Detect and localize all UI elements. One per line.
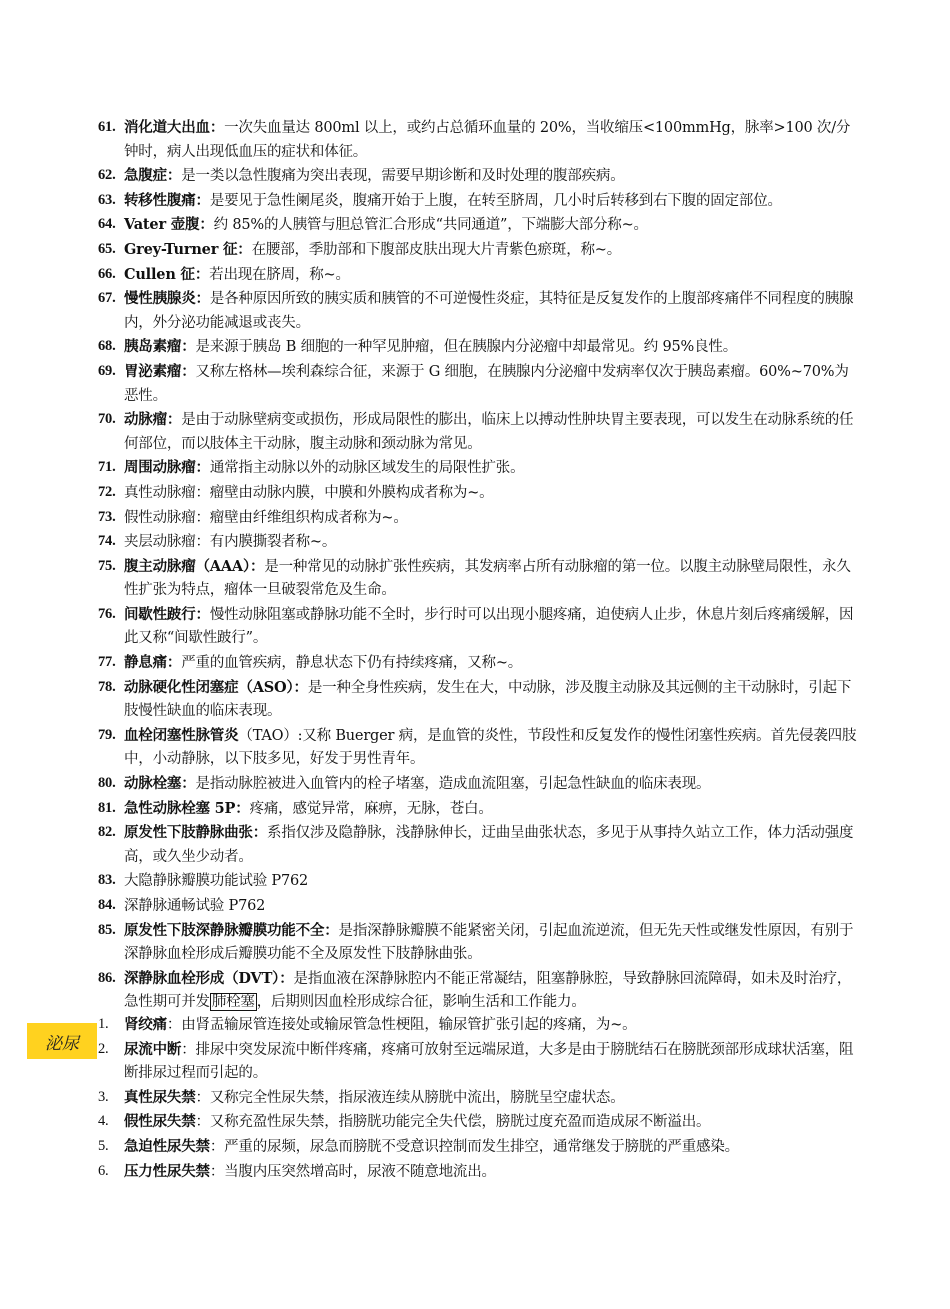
section-tag-urology: [27, 1023, 97, 1059]
entry-number: 3.: [98, 1088, 109, 1105]
entry-term: 血栓闭塞性脉管炎: [124, 726, 239, 744]
entry-number: 82.: [98, 824, 116, 841]
entry-term: Grey-Turner 征: [124, 240, 238, 258]
entry-term: 动脉瘤: [124, 411, 167, 429]
entry-definition: 是指血液在深静脉腔内不能正常凝结，阻塞静脉腔，导致静脉回流障碍，如未及时治疗，急性期可并发: [124, 970, 852, 1011]
entry-number: 78.: [98, 678, 116, 695]
entry-definition: 疼痛，感觉异常，麻痹，无脉，苍白。: [249, 800, 493, 817]
entry-term: 消化道大出血: [124, 119, 210, 136]
glossary-entry: [98, 530, 858, 555]
glossary-entry: [98, 116, 858, 164]
entry-term: 静息痛: [124, 654, 167, 672]
glossary-entry: [98, 1038, 858, 1086]
entry-number: 64.: [98, 216, 116, 233]
entry-term: 假性尿失禁: [124, 1113, 196, 1131]
entry-number: 1.: [98, 1016, 109, 1032]
glossary-entry: [98, 263, 858, 288]
entry-definition: 严重的血管疾病，静息状态下仍有持续疼痛，又称~。: [181, 655, 523, 672]
entry-term: 转移性腹痛: [124, 191, 196, 209]
entry-term: 原发性下肢静脉曲张: [124, 824, 253, 842]
entry-term: 真性尿失禁: [124, 1088, 196, 1106]
entry-definition: 又称完全性尿失禁，指尿液连续从膀胱中流出，膀胱呈空虚状态。: [209, 1089, 625, 1106]
glossary-entry: [98, 1110, 858, 1135]
entry-term: 急迫性尿失禁: [124, 1137, 210, 1155]
entry-number: 71.: [98, 459, 116, 476]
entry-number: 61.: [98, 119, 116, 135]
entry-number: 72.: [98, 483, 116, 500]
entry-number: 6.: [98, 1162, 109, 1179]
entry-number: 68.: [98, 338, 116, 355]
glossary-entry: [98, 555, 858, 603]
glossary-entry: [98, 456, 858, 481]
entry-term: 急性动脉栓塞 5P: [124, 799, 236, 817]
entry-number: 66.: [98, 265, 116, 282]
entry-definition: 系指仅涉及隐静脉，浅静脉伸长，迂曲呈曲张状态，多见于从事持久站立工作，体力活动强度高，或久坐少动者。: [124, 825, 854, 865]
entry-term: 动脉硬化性闭塞症（ASO）: [124, 678, 294, 696]
entry-number: 74.: [98, 533, 116, 550]
entry-definition: 当腹内压突然增高时，尿液不随意地流出。: [224, 1163, 496, 1180]
entry-separator: ：: [195, 290, 210, 308]
glossary-entry: [98, 408, 858, 456]
entry-definition: 深静脉通畅试验 P762: [124, 898, 266, 914]
glossary-entry: [98, 869, 858, 894]
entry-definition: 是各种原因所致的胰实质和胰管的不可逆慢性炎症，其特征是反复发作的上腹部疼痛伴不同程度的胰腺内，外分泌功能减退或丧失。: [124, 291, 854, 331]
entry-separator: ：: [194, 265, 210, 283]
glossary-entry: [98, 1013, 858, 1038]
entry-number: 80.: [98, 775, 116, 792]
entry-definition: 约 85%的人胰管与胆总管汇合形成“共同通道”，下端膨大部分称~。: [213, 217, 648, 234]
entry-number: 85.: [98, 921, 116, 938]
entry-number: 62.: [98, 167, 116, 184]
glossary-entry: [98, 603, 858, 651]
entry-separator: ：: [181, 362, 196, 380]
entry-definition-continued: ，后期则因血栓形成综合征，影响生活和工作能力。: [256, 994, 586, 1011]
entry-number: 75.: [98, 557, 116, 574]
entry-definition: 若出现在脐周，称~。: [209, 266, 350, 283]
entry-term: 周围动脉瘤: [124, 459, 196, 477]
glossary-entry: [98, 213, 858, 238]
entry-number: 4.: [98, 1113, 109, 1130]
entry-number: 81.: [98, 799, 116, 816]
entry-definition: 一次失血量达 800ml 以上，或约占总循环血量的 20%，当收缩压<100mmHg，脉率>100 次/分钟时，病人出现低血压的症状和体征。: [124, 120, 851, 160]
entry-separator: ：: [237, 240, 252, 258]
glossary-entry: [98, 821, 858, 869]
glossary-entry: [98, 676, 858, 724]
entry-term: 原发性下肢深静脉瓣膜功能不全: [124, 921, 325, 939]
entry-definition: 是要见于急性阑尾炎，腹痛开始于上腹，在转至脐周，几小时后转移到右下腹的固定部位。: [209, 192, 782, 209]
entry-number: 63.: [98, 191, 116, 208]
entry-term: 压力性尿失禁: [124, 1162, 210, 1180]
entry-separator: ：: [252, 824, 268, 842]
glossary-entry: [98, 335, 858, 360]
entry-definition: （TAO）:又称 Buerger 病，是血管的炎性，节段性和反复发作的慢性闭塞性疾病。首先侵袭四肢中，小动静脉，以下肢多见，好发于男性青年。: [124, 727, 857, 768]
entry-number: 70.: [98, 411, 116, 428]
glossary-entry: [98, 481, 858, 506]
entry-separator: ：: [166, 1017, 182, 1033]
entry-term: 急腹症: [124, 167, 167, 185]
entry-separator: ：: [181, 1041, 196, 1058]
entry-definition: 大隐静脉瓣膜功能试验 P762: [124, 873, 309, 890]
entry-separator: ：: [279, 969, 294, 987]
entry-definition: 真性动脉瘤：瘤壁由动脉内膜，中膜和外膜构成者称为~。: [124, 484, 494, 501]
entry-definition: 又称左格林—埃利森综合征，来源于 G 细胞，在胰腺内分泌瘤中发病率仅次于胰岛素瘤。60%~70%为恶性。: [124, 363, 849, 404]
entry-definition: 排尿中突发尿流中断伴疼痛，疼痛可放射至远端尿道，大多是由于膀胱结石在膀胱颈部形成球状活塞，阻断排尿过程而引起的。: [124, 1041, 854, 1082]
glossary-entry: [98, 724, 858, 772]
entry-term: 肾绞痛: [124, 1016, 167, 1033]
glossary-entry: [98, 360, 858, 408]
entry-term: 动脉栓塞: [124, 775, 182, 793]
entry-separator: ：: [235, 799, 250, 817]
entry-number: 2.: [98, 1040, 109, 1057]
glossary-entry: [98, 651, 858, 676]
entry-definition: 是指动脉腔被进入血管内的栓子堵塞，造成血流阻塞，引起急性缺血的临床表现。: [195, 776, 711, 793]
glossary-entry: [98, 967, 858, 1015]
entry-definition: 是指深静脉瓣膜不能紧密关闭，引起血流逆流，但无先天性或继发性原因，有别于深静脉血栓形成后瓣膜功能不全及原发性下肢静脉曲张。: [124, 922, 854, 963]
glossary-entry: [98, 1135, 858, 1160]
glossary-entry: [98, 1160, 858, 1185]
entry-separator: ：: [166, 654, 182, 672]
entry-number: 84.: [98, 897, 116, 913]
entry-separator: ：: [195, 1089, 210, 1106]
entry-number: 79.: [98, 726, 116, 743]
entry-term: 尿流中断: [124, 1040, 182, 1058]
entry-number: 83.: [98, 872, 116, 889]
entry-separator: ：: [209, 119, 225, 136]
entry-number: 67.: [98, 290, 116, 307]
entry-separator: ：: [195, 605, 210, 623]
entry-definition: 又称充盈性尿失禁，指膀胱功能完全失代偿，膀胱过度充盈而造成尿不断溢出。: [209, 1114, 711, 1131]
entry-number: 73.: [98, 508, 116, 525]
entry-term: 深静脉血栓形成（DVT）: [124, 969, 280, 987]
entry-separator: ：: [199, 216, 214, 234]
entry-definition: 是由于动脉壁病变或损伤，形成局限性的膨出，临床上以搏动性肿块胃主要表现，可以发生在动脉系统的任何部位，而以肢体主干动脉，腹主动脉和颈动脉为常见。: [124, 412, 854, 452]
entry-definition: 由肾盂输尿管连接处或输尿管急性梗阻，输尿管扩张引起的疼痛，为~。: [181, 1017, 637, 1033]
entry-term: 间歇性跛行: [124, 605, 196, 623]
entry-number: 65.: [98, 240, 116, 257]
glossary-entry: [98, 772, 858, 797]
entry-separator: ：: [209, 1163, 225, 1180]
entry-term: Cullen 征: [124, 265, 195, 283]
glossary-entry: [98, 287, 858, 335]
entry-definition: 在腰部，季肋部和下腹部皮肤出现大片青紫色瘀斑，称~。: [251, 241, 622, 258]
entry-separator: ：: [195, 459, 210, 477]
glossary-list: [98, 116, 858, 1015]
entry-separator: ：: [195, 1114, 210, 1131]
entry-separator: ：: [324, 921, 339, 939]
entry-term: Vater 壶腹: [124, 216, 200, 234]
entry-number: 77.: [98, 654, 116, 671]
section-tag-label: 泌尿: [45, 1033, 79, 1054]
entry-term: 胃泌素瘤: [124, 362, 182, 380]
entry-separator: ：: [195, 191, 210, 209]
entry-separator: ：: [166, 167, 182, 185]
glossary-entry: [98, 919, 858, 967]
entry-number: 86.: [98, 969, 116, 986]
entry-separator: ：: [181, 338, 196, 356]
entry-separator: ：: [166, 411, 182, 429]
entry-definition: 夹层动脉瘤：有内膜撕裂者称~。: [124, 534, 337, 551]
entry-separator: ：: [293, 678, 308, 696]
glossary-entry: [98, 189, 858, 214]
entry-separator: ：: [181, 775, 196, 793]
entry-term: 慢性胰腺炎: [124, 290, 196, 308]
entry-definition: 是一类以急性腹痛为突出表现，需要早期诊断和及时处理的腹部疾病。: [181, 168, 625, 185]
entry-number: 5.: [98, 1137, 109, 1154]
glossary-entry: [98, 894, 858, 919]
entry-separator: ：: [250, 557, 265, 575]
glossary-entry: [98, 797, 858, 822]
entry-definition: 通常指主动脉以外的动脉区域发生的局限性扩张。: [209, 460, 525, 477]
entry-definition: 是一种全身性疾病，发生在大，中动脉，涉及腹主动脉及其远侧的主干动脉时，引起下肢慢性缺血的临床表现。: [124, 679, 852, 720]
highlighted-term-box: 肺栓塞: [211, 994, 255, 1011]
entry-number: 76.: [98, 605, 116, 622]
entry-definition: 是来源于胰岛 B 细胞的一种罕见肿瘤，但在胰腺内分泌瘤中却最常见。约 95%良性。: [195, 339, 738, 356]
glossary-entry: [98, 164, 858, 189]
glossary-entry: [98, 506, 858, 531]
entry-definition: 假性动脉瘤：瘤壁由纤维组织构成者称为~。: [124, 509, 408, 526]
glossary-entry: [98, 238, 858, 263]
entry-definition: 是一种常见的动脉扩张性疾病，其发病率占所有动脉瘤的第一位。以腹主动脉壁局限性，永久性扩张为特点，瘤体一旦破裂常危及生命。: [124, 558, 851, 599]
entry-definition: 严重的尿频，尿急而膀胱不受意识控制而发生排空，通常继发于膀胱的严重感染。: [224, 1138, 739, 1155]
entry-term: 胰岛素瘤: [124, 338, 182, 356]
entry-separator: ：: [209, 1138, 225, 1155]
entry-term: 腹主动脉瘤（AAA）: [124, 557, 251, 575]
entry-definition: 慢性动脉阻塞或静脉功能不全时，步行时可以出现小腿疼痛，迫使病人止步，休息片刻后疼痛缓解，因此又称“间歇性跛行”。: [124, 606, 854, 647]
urology-glossary-list: [98, 1013, 858, 1184]
entry-number: 69.: [98, 362, 116, 379]
glossary-entry: [98, 1086, 858, 1111]
